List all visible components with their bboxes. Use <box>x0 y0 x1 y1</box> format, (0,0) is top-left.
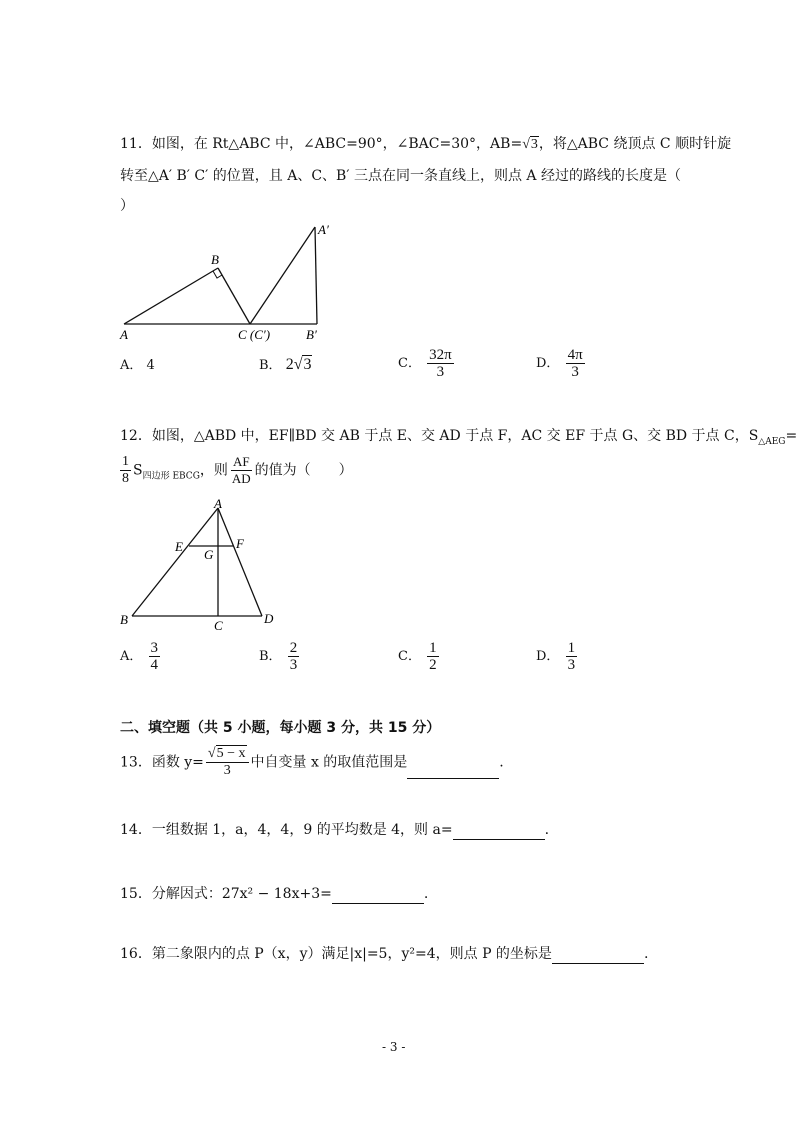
coef: 2 <box>285 356 294 373</box>
q12-option-b[interactable] <box>259 640 301 673</box>
q12-equals: = <box>785 428 797 444</box>
numerator: 2 <box>289 640 298 656</box>
option-value <box>286 356 313 373</box>
q12-tail: 的值为（ ） <box>254 462 353 479</box>
q11-text-a: 11．如图，在 Rt△ABC 中，∠ABC=90°，∠BAC=30°，AB= <box>120 136 523 152</box>
denominator: 8 <box>122 471 129 486</box>
label-C: C <box>214 618 223 633</box>
q16-end: . <box>643 946 649 962</box>
numerator: 1 <box>567 640 576 656</box>
q11-option-c[interactable] <box>398 347 456 380</box>
q13-line <box>120 746 504 779</box>
option-letter: B． <box>259 358 282 373</box>
denominator: AD <box>231 471 251 486</box>
q14-answer-blank[interactable] <box>453 825 545 840</box>
q14-line <box>120 820 549 840</box>
option-letter: C． <box>398 356 421 371</box>
label-C-Cprime: C (C′) <box>238 327 271 342</box>
q13-prefix: 13．函数 y= <box>120 754 204 771</box>
q13-end: . <box>499 754 504 771</box>
q15-answer-blank[interactable] <box>332 889 424 904</box>
q11-line2: 转至△A′ B′ C′ 的位置，且 A、C、B′ 三点在同一条直线上，则点 A 经过的路线的长度是（ <box>120 168 681 184</box>
page-number: - 3 - <box>382 1040 406 1054</box>
label-F: F <box>236 536 244 551</box>
q11-text-b: ，将△ABC 绕顶点 C 顺时针旋 <box>538 136 732 152</box>
q16-line <box>120 944 648 964</box>
q11-line3: ） <box>120 198 134 214</box>
q12-line1 <box>120 426 797 452</box>
numerator: 1 <box>122 454 129 469</box>
label-D: D <box>264 611 274 626</box>
numerator: 4π <box>567 347 583 363</box>
option-fraction <box>288 640 300 673</box>
q16-answer-blank[interactable] <box>552 949 644 964</box>
q15-line <box>120 884 428 904</box>
option-fraction <box>149 640 161 673</box>
q15-end: . <box>423 886 429 902</box>
q11-figure <box>110 220 340 350</box>
denominator: 3 <box>436 364 445 380</box>
label-B: B <box>120 612 128 627</box>
label-B: B <box>211 252 219 267</box>
denominator: 3 <box>571 364 579 380</box>
option-letter: D． <box>536 356 560 371</box>
q14-text: 14．一组数据 1，a，4，4，9 的平均数是 4，则 a= <box>120 822 453 838</box>
denominator: 2 <box>429 657 437 673</box>
q12-s-subscript: 四边形 EBCG <box>142 471 200 482</box>
q13-fraction <box>206 746 249 779</box>
q12-figure <box>112 496 282 636</box>
option-fraction <box>427 347 454 380</box>
q11-sqrt: √3 <box>522 137 538 152</box>
denominator: 3 <box>567 657 576 673</box>
numerator: 1 <box>429 640 437 656</box>
q12-text: 12．如图，△ABD 中，EF∥BD 交 AB 于点 E、交 AD 于点 F，AC 交 EF 于点 G、交 BD 于点 C，S <box>120 428 759 444</box>
radicand: 5 − x <box>216 746 246 761</box>
q16-text: 16．第二象限内的点 P（x，y）满足|x|=5，y²=4，则点 P 的坐标是 <box>120 946 552 962</box>
q12-subscript: △AEG <box>758 436 786 447</box>
option-letter: D． <box>536 649 560 664</box>
denominator: 3 <box>223 763 231 778</box>
q12-line2 <box>118 454 353 487</box>
label-G: G <box>204 547 214 562</box>
sqrt: √5 − x <box>207 746 246 761</box>
q12-ratio <box>230 454 253 487</box>
option-letter: A． <box>120 649 143 664</box>
q13-answer-blank[interactable] <box>407 764 499 779</box>
numerator: 32π <box>429 347 452 363</box>
numerator <box>206 746 249 763</box>
label-A: A <box>120 327 128 342</box>
radicand: 3 <box>303 356 312 373</box>
q11-option-d[interactable] <box>536 347 587 380</box>
q12-option-c[interactable] <box>398 640 441 673</box>
q14-end: . <box>544 822 550 838</box>
option-letter: B． <box>259 649 282 664</box>
numerator: AF <box>232 454 250 469</box>
q11-option-b[interactable] <box>259 354 312 374</box>
q12-option-a[interactable] <box>120 640 162 673</box>
option-value: 4 <box>146 358 155 373</box>
label-E: E <box>175 539 183 554</box>
section-heading: 二、填空题（共 5 小题，每小题 3 分，共 15 分） <box>120 720 441 736</box>
option-fraction <box>566 347 585 380</box>
option-fraction <box>427 640 439 673</box>
option-letter: C． <box>398 649 421 664</box>
sqrt: √3 <box>293 356 312 373</box>
option-fraction <box>566 640 578 673</box>
q15-text: 15．分解因式：27x² − 18x+3= <box>120 886 332 902</box>
q12-then: ，则 <box>199 462 228 479</box>
label-A: A <box>214 496 222 511</box>
denominator: 4 <box>150 657 159 673</box>
q11-line1 <box>120 134 731 155</box>
q11-option-a[interactable] <box>120 354 155 373</box>
numerator: 3 <box>150 640 159 656</box>
q11-sqrt-radicand: 3 <box>530 137 538 152</box>
q12-s: S <box>133 462 143 479</box>
option-letter: A． <box>120 358 143 373</box>
denominator: 3 <box>289 657 298 673</box>
label-Aprime: A′ <box>318 222 329 237</box>
q12-frac <box>120 454 131 487</box>
q12-option-d[interactable] <box>536 640 579 673</box>
q13-suffix: 中自变量 x 的取值范围是 <box>250 754 408 771</box>
label-Bprime: B′ <box>306 327 317 342</box>
